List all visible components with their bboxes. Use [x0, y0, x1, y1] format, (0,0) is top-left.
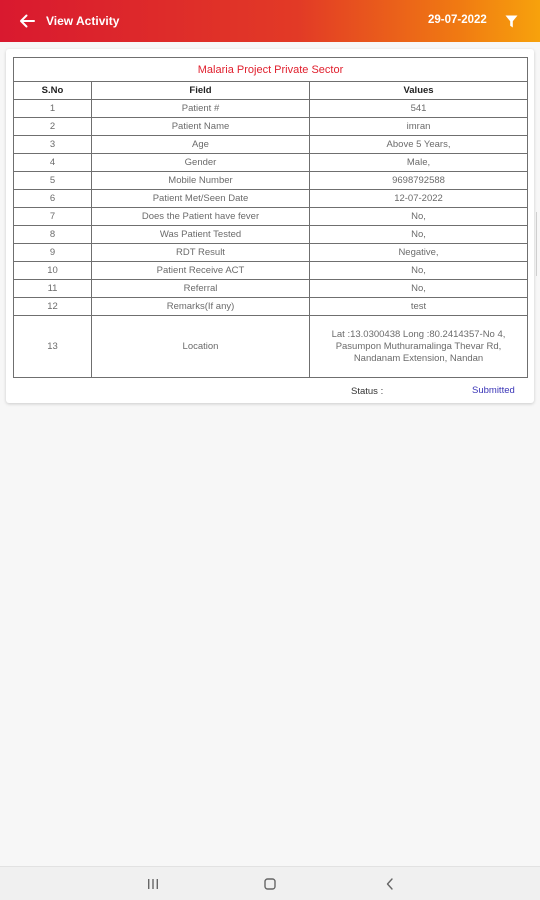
home-icon: [264, 878, 276, 890]
row-value: test: [310, 298, 528, 316]
filter-button[interactable]: [500, 10, 522, 32]
table-row: [14, 244, 528, 262]
row-value: Above 5 Years,: [310, 136, 528, 154]
row-sno: 3: [14, 136, 92, 154]
row-sno: 10: [14, 262, 92, 280]
table-row: [14, 280, 528, 298]
home-button[interactable]: [258, 873, 282, 895]
row-field: Remarks(If any): [92, 298, 310, 316]
row-value: Negative,: [310, 244, 528, 262]
row-sno: 8: [14, 226, 92, 244]
recents-icon: [146, 878, 160, 890]
arrow-left-icon: [19, 13, 35, 29]
table-row: [14, 208, 528, 226]
table-row: [14, 172, 528, 190]
row-field: Patient Name: [92, 118, 310, 136]
row-value: imran: [310, 118, 528, 136]
table-row: [14, 316, 528, 378]
table-row: [14, 190, 528, 208]
back-icon: [385, 878, 395, 890]
row-field: RDT Result: [92, 244, 310, 262]
page-title: View Activity: [46, 14, 120, 28]
app-bar: [0, 0, 540, 42]
row-field: Was Patient Tested: [92, 226, 310, 244]
row-value: No,: [310, 226, 528, 244]
column-header-values: Values: [310, 82, 528, 100]
table-row: [14, 100, 528, 118]
system-nav-bar: [0, 866, 540, 900]
status-label: Status :: [351, 386, 384, 397]
scroll-edge-indicator: [536, 212, 540, 276]
row-sno: 5: [14, 172, 92, 190]
card-title: Malaria Project Private Sector: [14, 58, 528, 82]
table-row: [14, 298, 528, 316]
row-value: Male,: [310, 154, 528, 172]
row-sno: 7: [14, 208, 92, 226]
row-sno: 11: [14, 280, 92, 298]
column-header-field: Field: [92, 82, 310, 100]
row-value: 12-07-2022: [310, 190, 528, 208]
row-value: Lat :13.0300438 Long :80.2414357-No 4, Pasumpon Muthuramalinga Thevar Rd, Nandanam Extension, Nandan: [310, 316, 528, 378]
row-sno: 1: [14, 100, 92, 118]
row-field: Gender: [92, 154, 310, 172]
table-header-row: [14, 82, 528, 100]
table-row: [14, 136, 528, 154]
table-row: [14, 262, 528, 280]
activity-table: [13, 57, 528, 378]
row-value: 541: [310, 100, 528, 118]
filter-icon: [505, 15, 518, 28]
row-field: Patient Met/Seen Date: [92, 190, 310, 208]
row-sno: 13: [14, 316, 92, 378]
row-sno: 9: [14, 244, 92, 262]
row-sno: 12: [14, 298, 92, 316]
row-field: Location: [92, 316, 310, 378]
row-sno: 2: [14, 118, 92, 136]
row-field: Age: [92, 136, 310, 154]
column-header-sno: S.No: [14, 82, 92, 100]
row-field: Patient Receive ACT: [92, 262, 310, 280]
status-value: Submitted: [472, 385, 515, 396]
row-value: No,: [310, 262, 528, 280]
table-row: [14, 118, 528, 136]
row-field: Patient #: [92, 100, 310, 118]
table-row: [14, 154, 528, 172]
row-value: 9698792588: [310, 172, 528, 190]
row-value: No,: [310, 280, 528, 298]
table-row: [14, 226, 528, 244]
row-field: Referral: [92, 280, 310, 298]
header-date: 29-07-2022: [428, 14, 487, 26]
row-value: No,: [310, 208, 528, 226]
system-back-button[interactable]: [378, 873, 402, 895]
row-sno: 4: [14, 154, 92, 172]
row-field: Mobile Number: [92, 172, 310, 190]
activity-card: [6, 49, 534, 403]
back-button[interactable]: [14, 8, 40, 34]
row-field: Does the Patient have fever: [92, 208, 310, 226]
recents-button[interactable]: [141, 873, 165, 895]
row-sno: 6: [14, 190, 92, 208]
